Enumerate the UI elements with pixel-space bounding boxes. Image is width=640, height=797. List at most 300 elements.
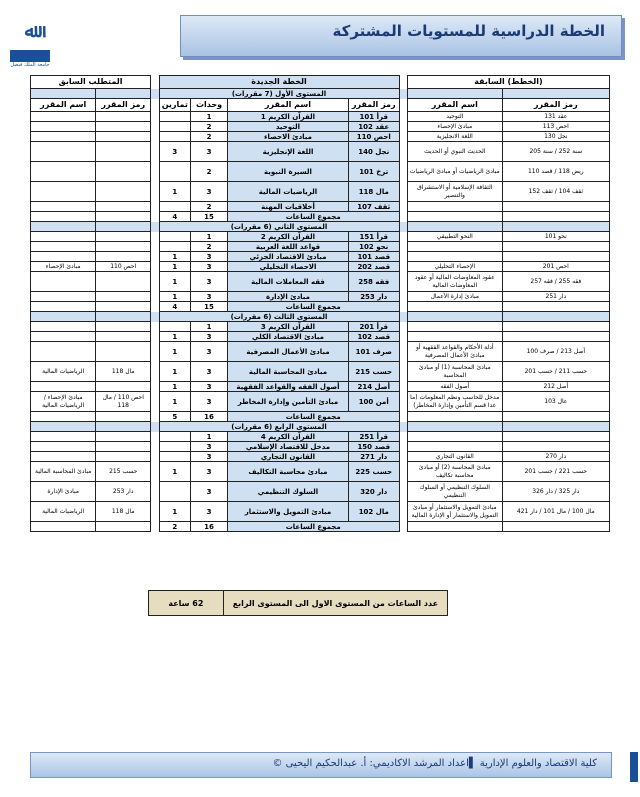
table-cell [407,89,502,99]
table-cell [96,89,151,99]
table-row [31,412,610,422]
total-units: 15 [191,212,228,222]
prereq-code: دار 253 [96,482,151,502]
column-gap [151,392,159,412]
column-gap [399,212,407,222]
prereq-name: الرياضيات المالية [31,362,96,382]
course-units: 3 [191,292,228,302]
course-name: فقه المعاملات المالية [227,272,348,292]
course-code: نحو 102 [348,242,399,252]
prereq-name [31,452,96,462]
course-units: 1 [191,232,228,242]
old-course-name [407,252,502,262]
table-row [31,272,610,292]
old-course-name: القانون التجاري [407,452,502,462]
table-cell [407,522,502,532]
column-gap [399,99,407,112]
old-course-name: مبادئ الرياضيات أو مبادئ الرياضيات [407,162,502,182]
course-exercises [159,442,191,452]
old-course-name: عقود المعاوضات المالية أو عقود المعاوضات المالية [407,272,502,292]
column-gap [151,462,159,482]
course-code: قصد 102 [348,332,399,342]
column-gap [399,382,407,392]
prereq-code: مال 118 [96,362,151,382]
table-row [31,262,610,272]
course-exercises [159,432,191,442]
column-gap [151,272,159,292]
old-course-name: أدلة الأحكام والقواعد الفقهية أو مبادئ الأعمال المصرفية [407,342,502,362]
old-course-code [502,242,609,252]
column-gap [151,76,159,89]
course-exercises: 1 [159,262,191,272]
column-gap [151,252,159,262]
column-gap [399,462,407,482]
course-name: السلوك التنظيمي [227,482,348,502]
table-row [31,112,610,122]
course-units: 3 [191,442,228,452]
course-name: أصول الفقه والقواعد الفقهية [227,382,348,392]
course-exercises [159,112,191,122]
col-header-units: وحدات [191,99,228,112]
prereq-name: مبادئ الإحصاء [31,262,96,272]
table-row [31,182,610,202]
course-units: 3 [191,142,228,162]
course-exercises: 1 [159,342,191,362]
course-code: قرأ 151 [348,232,399,242]
course-exercises: 1 [159,272,191,292]
table-row [31,142,610,162]
old-course-code: نحو 101 [502,232,609,242]
prereq-name [31,432,96,442]
column-gap [399,182,407,202]
old-course-code: فقه 255 / فقه 257 [502,272,609,292]
column-gap [151,132,159,142]
prereq-name [31,442,96,452]
old-course-code: نجل 130 [502,132,609,142]
prereq-name [31,322,96,332]
old-course-code: سنة 252 / سنة 205 [502,142,609,162]
summary-label: عدد الساعات من المستوى الاول الى المستوى الرابع [223,591,447,616]
column-gap [399,332,407,342]
old-course-name: مبادئ إدارة الأعمال [407,292,502,302]
table-cell [31,312,96,322]
prereq-code [96,142,151,162]
course-code: أمن 100 [348,392,399,412]
course-units: 3 [191,452,228,462]
table-row [31,252,610,262]
prereq-code [96,322,151,332]
column-gap [399,522,407,532]
total-exercises: 4 [159,302,191,312]
course-name: مدخل للاقتصاد الإسلامي [227,442,348,452]
column-gap [151,122,159,132]
total-hours-label: مجموع الساعات [227,412,399,422]
column-gap [399,162,407,182]
course-name: القرآن الكريم 3 [227,322,348,332]
course-code: أصل 214 [348,382,399,392]
table-row [31,122,610,132]
prereq-name [31,232,96,242]
prereq-name [31,242,96,252]
prereq-code [96,292,151,302]
course-exercises [159,242,191,252]
course-exercises [159,452,191,462]
prereq-name [31,332,96,342]
table-cell [96,412,151,422]
table-cell [96,222,151,232]
course-name: مبادئ التمويل والاستثمار [227,502,348,522]
old-course-name: السلوك التنظيمي أو السلوك التنظيمي [407,482,502,502]
column-gap [399,422,407,432]
column-gap [399,392,407,412]
total-hours-label: مجموع الساعات [227,522,399,532]
course-name: مبادئ الأعمال المصرفية [227,342,348,362]
table-row [31,462,610,482]
table-row [31,332,610,342]
table-cell [96,312,151,322]
course-code: قرأ 101 [348,112,399,122]
column-gap [151,162,159,182]
course-name: القرآن الكريم 2 [227,232,348,242]
prereq-name: مبادئ الإدارة [31,482,96,502]
course-units: 3 [191,462,228,482]
old-course-name: الإحصاء التحليلي [407,262,502,272]
table-cell [31,302,96,312]
table-row [31,242,610,252]
course-exercises [159,202,191,212]
total-exercises: 5 [159,412,191,422]
course-name: السيرة النبوية [227,162,348,182]
table-row [31,212,610,222]
course-units: 3 [191,382,228,392]
course-units: 2 [191,162,228,182]
table-cell [502,89,609,99]
table-row [31,322,610,332]
course-name: الرياضيات المالية [227,182,348,202]
column-gap [399,342,407,362]
title-banner [180,15,622,57]
prereq-name [31,112,96,122]
old-course-code: أصل 212 [502,382,609,392]
course-units: 3 [191,332,228,342]
prereq-name [31,162,96,182]
prereq-name [31,252,96,262]
table-row [31,442,610,452]
old-course-name: اللغة الانجليزية [407,132,502,142]
old-course-name: مبادئ الإحصاء [407,122,502,132]
old-course-code: مال 100 / مال 101 / دار 421 [502,502,609,522]
course-units: 2 [191,122,228,132]
table-cell [31,412,96,422]
table-cell [407,302,502,312]
column-gap [151,312,159,322]
column-gap [399,502,407,522]
header-prerequisite: المتطلب السابق [31,76,151,89]
col-header-code: رمز المقرر [348,99,399,112]
prereq-name [31,142,96,162]
course-code: عقد 102 [348,122,399,132]
column-gap [151,432,159,442]
column-gap [151,502,159,522]
table-row [31,162,610,182]
prereq-name [31,182,96,202]
table-cell [502,302,609,312]
column-gap [399,452,407,462]
column-gap [151,322,159,332]
old-course-name [407,332,502,342]
table-cell [502,212,609,222]
course-code: ترخ 101 [348,162,399,182]
column-gap [151,242,159,252]
course-exercises: 1 [159,182,191,202]
course-exercises: 1 [159,502,191,522]
course-code: قصد 101 [348,252,399,262]
prereq-code [96,382,151,392]
column-gap [151,522,159,532]
prereq-name: مبادئ الإحصاء / الرياضيات المالية [31,392,96,412]
table-row [31,382,610,392]
course-units: 1 [191,432,228,442]
old-course-code [502,432,609,442]
course-code: احص 110 [348,132,399,142]
total-units: 15 [191,302,228,312]
old-course-code [502,442,609,452]
column-gap [399,89,407,99]
column-gap [151,262,159,272]
column-gap [151,452,159,462]
course-units: 2 [191,132,228,142]
old-course-code: احص 201 [502,262,609,272]
table-cell [407,212,502,222]
course-code: حسب 225 [348,462,399,482]
column-gap [151,342,159,362]
table-row [31,482,610,502]
course-exercises [159,482,191,502]
column-gap [151,442,159,452]
course-name: مبادئ الاحصاء [227,132,348,142]
table-cell [407,412,502,422]
course-units: 1 [191,112,228,122]
prereq-code [96,112,151,122]
course-units: 2 [191,202,228,212]
total-exercises: 4 [159,212,191,222]
column-gap [399,262,407,272]
prereq-code [96,202,151,212]
prereq-name [31,342,96,362]
prereq-code [96,122,151,132]
old-course-code [502,202,609,212]
old-course-code: دار 270 [502,452,609,462]
old-course-code: حسب 221 / حسب 201 [502,462,609,482]
table-cell [96,422,151,432]
column-gap [399,442,407,452]
old-course-name [407,322,502,332]
prereq-code [96,332,151,342]
prereq-code: مال 118 [96,502,151,522]
column-gap [151,362,159,382]
old-course-name [407,432,502,442]
column-gap [399,272,407,292]
col-header-prereq-code: رمز المقرر [96,99,151,112]
column-gap [399,322,407,332]
total-units: 16 [191,522,228,532]
table-cell [407,422,502,432]
prereq-code [96,252,151,262]
prereq-name [31,122,96,132]
course-units: 3 [191,342,228,362]
column-gap [399,142,407,162]
column-gap [399,432,407,442]
prereq-code [96,432,151,442]
course-code: ثقف 107 [348,202,399,212]
course-exercises [159,232,191,242]
course-code: نجل 140 [348,142,399,162]
table-row [31,452,610,462]
column-gap [399,112,407,122]
prereq-code: حسب 215 [96,462,151,482]
old-course-code [502,332,609,342]
prereq-code [96,442,151,452]
column-gap [151,382,159,392]
old-course-name [407,202,502,212]
column-gap [151,482,159,502]
summary-value: 62 ساعة [149,591,224,616]
course-name: مبادئ المحاسبة المالية [227,362,348,382]
course-code: فقه 258 [348,272,399,292]
prereq-name [31,292,96,302]
old-course-name [407,242,502,252]
old-course-name: الثقافة الإسلامية أو الاستشراق والتنصير [407,182,502,202]
table-row [31,132,610,142]
col-header-name: اسم المقرر [227,99,348,112]
course-units: 3 [191,272,228,292]
footer-bar [30,752,612,778]
course-name: مبادئ الاقتصاد الكلي [227,332,348,342]
column-gap [399,202,407,212]
prereq-code [96,342,151,362]
prereq-name: الرياضيات المالية [31,502,96,522]
table-cell [96,302,151,312]
level-heading: المستوى الرابع (6 مقررات) [159,422,399,432]
old-course-name: مبادئ المحاسبة (2) أو مبادئ محاسبة تكاليف [407,462,502,482]
column-gap [399,302,407,312]
university-logo [10,14,50,70]
course-units: 3 [191,392,228,412]
course-name: مبادئ الاقتصاد الجزئي [227,252,348,262]
header-old-plan: (الخطط) السابقة [407,76,609,89]
old-course-code: حسب 211 / حسب 201 [502,362,609,382]
course-units: 3 [191,362,228,382]
old-course-code [502,252,609,262]
table-cell [502,522,609,532]
old-course-code: دار 325 / دار 326 [502,482,609,502]
level-heading: المستوى الأول (7 مقررات) [159,89,399,99]
prereq-name [31,272,96,292]
logo-mark-icon: ﷲ [24,21,36,42]
level-heading: المستوى الثالث (6 مقررات) [159,312,399,322]
column-gap [151,412,159,422]
course-name: القرآن الكريم 1 [227,112,348,122]
course-exercises: 1 [159,462,191,482]
table-row [31,432,610,442]
table-cell [502,312,609,322]
prereq-code [96,132,151,142]
course-exercises: 1 [159,252,191,262]
prereq-code [96,452,151,462]
prereq-code [96,162,151,182]
old-course-code: عقد 131 [502,112,609,122]
table-cell [407,312,502,322]
course-units: 3 [191,502,228,522]
column-gap [151,422,159,432]
course-units: 3 [191,482,228,502]
table-row [31,232,610,242]
column-gap [399,122,407,132]
table-cell [407,222,502,232]
course-units: 3 [191,182,228,202]
old-course-code: احص 113 [502,122,609,132]
column-gap [399,222,407,232]
course-exercises: 1 [159,362,191,382]
course-name: القانون التجاري [227,452,348,462]
course-exercises: 1 [159,382,191,392]
table-row [31,522,610,532]
prereq-code: احص 110 / مال 118 [96,392,151,412]
column-gap [151,212,159,222]
column-gap [399,292,407,302]
column-gap [151,202,159,212]
footer-text: كلية الاقتصاد والعلوم الإدارية ▌اعداد المرشد الاكاديمي: أ. عبدالحكيم اليحيى © [272,758,597,769]
total-units: 16 [191,412,228,422]
column-gap [151,142,159,162]
old-course-name: مدخل للحاسب ونظم المعلومات (ما عدا قسم التأمين وإدارة المخاطر) [407,392,502,412]
column-gap [399,242,407,252]
column-gap [151,112,159,122]
old-course-name [407,442,502,452]
col-header-prereq-name: اسم المقرر [31,99,96,112]
table-row [31,502,610,522]
column-gap [399,252,407,262]
prereq-name: مبادئ المحاسبة المالية [31,462,96,482]
old-course-name: النحو التطبيقي [407,232,502,242]
course-exercises: 1 [159,332,191,342]
column-gap [151,232,159,242]
column-gap [151,89,159,99]
course-code: حسب 215 [348,362,399,382]
old-course-code: أصل 213 / صرف 100 [502,342,609,362]
table-row [31,392,610,412]
course-code: قصد 202 [348,262,399,272]
table-row [31,292,610,302]
course-name: مبادئ الإدارة [227,292,348,302]
column-gap [399,412,407,422]
table-cell [31,222,96,232]
prereq-code [96,182,151,202]
logo-label: جامعة الملك فيصل [10,62,50,68]
study-plan-table [30,75,610,532]
column-gap [151,292,159,302]
course-code: دار 253 [348,292,399,302]
old-course-code: عال 103 [502,392,609,412]
old-course-name: مبادئ المحاسبة (1) أو مبادئ المحاسبة [407,362,502,382]
table-cell [31,89,96,99]
table-row [31,362,610,382]
column-gap [151,302,159,312]
column-gap [399,76,407,89]
course-exercises [159,132,191,142]
old-course-name: الحديث النبوي أو الحديث [407,142,502,162]
column-gap [151,99,159,112]
